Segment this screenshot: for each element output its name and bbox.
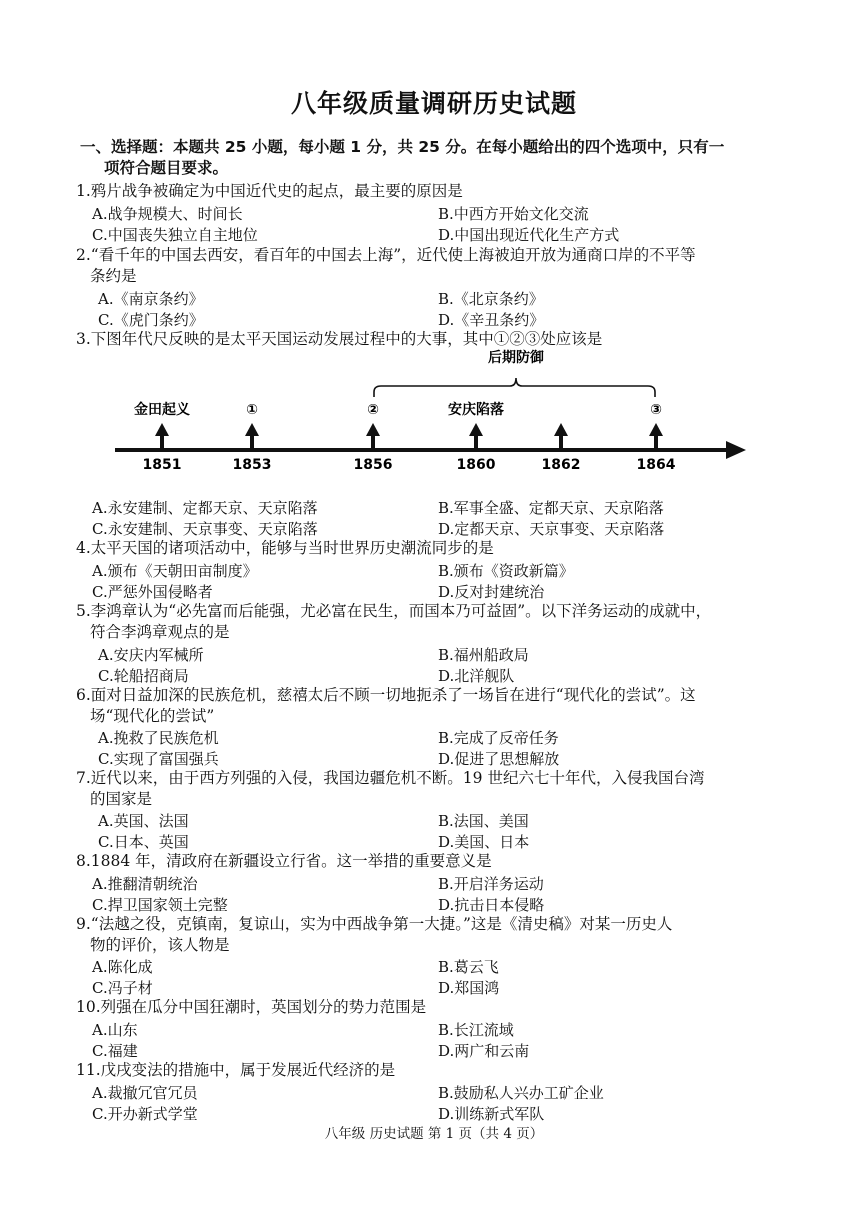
question-7: [76, 768, 796, 810]
option-d: D.训练新式军队: [438, 1105, 545, 1123]
option-b: B.福州船政局: [438, 646, 529, 664]
question-stem: 4.太平天国的诸项活动中，能够与当时世界历史潮流同步的是: [76, 539, 494, 557]
question-stem-cont: 的国家是: [90, 790, 153, 808]
option-c: C.中国丧失独立自主地位: [92, 226, 258, 244]
option-c: C.永安建制、天京事变、天京陷落: [92, 520, 318, 538]
taiping-timeline-diagram: [0, 0, 868, 500]
question-4: [76, 538, 796, 559]
option-c: C.捍卫国家领土完整: [92, 896, 228, 914]
option-a: A.战争规模大、时间长: [92, 205, 243, 223]
option-b: B.葛云飞: [438, 958, 499, 976]
option-b: B.颁布《资政新篇》: [438, 562, 574, 580]
option-a: A.永安建制、定都天京、天京陷落: [92, 499, 318, 517]
option-a: A.陈化成: [92, 958, 153, 976]
timeline-year-label: 1851: [142, 457, 182, 473]
question-stem-cont: 物的评价，该人物是: [90, 936, 230, 954]
timeline-marker-arrow: [554, 423, 568, 436]
option-d: D.两广和云南: [438, 1042, 530, 1060]
question-stem: 10.列强在瓜分中国狂潮时，英国划分的势力范围是: [76, 998, 427, 1016]
option-b: B.中西方开始文化交流: [438, 205, 589, 223]
timeline-marker-arrow: [245, 423, 259, 436]
question-6: [76, 685, 796, 727]
option-d: D.郑国鸿: [438, 979, 500, 997]
question-10: [76, 997, 796, 1018]
question-stem: 2.“看千年的中国去西安，看百年的中国去上海”，近代使上海被迫开放为通商口岸的不平等: [76, 246, 696, 264]
option-d: D.《辛丑条约》: [438, 311, 545, 329]
question-stem: 5.李鸿章认为“必先富而后能强，尤必富在民生，而国本乃可益固”。以下洋务运动的成就中，: [76, 602, 712, 620]
question-11: [76, 1060, 796, 1081]
question-8: [76, 851, 796, 872]
timeline-event-label: ②: [367, 402, 379, 418]
option-b: B.开启洋务运动: [438, 875, 544, 893]
option-a: A.推翻清朝统治: [92, 875, 198, 893]
question-stem-cont: 场“现代化的尝试”: [90, 707, 215, 725]
question-stem-cont: 条约是: [90, 267, 137, 285]
option-d: D.抗击日本侵略: [438, 896, 545, 914]
timeline-year-label: 1853: [232, 457, 272, 473]
option-b: B.《北京条约》: [438, 290, 544, 308]
option-b: B.鼓励私人兴办工矿企业: [438, 1084, 604, 1102]
brace-label: 后期防御: [488, 350, 544, 366]
timeline-marker-arrow: [469, 423, 483, 436]
option-c: C.严惩外国侵略者: [92, 583, 213, 601]
timeline-marker-arrow: [155, 423, 169, 436]
question-stem: 8.1884 年，清政府在新疆设立行省。这一举措的重要意义是: [76, 852, 492, 870]
option-c: C.福建: [92, 1042, 138, 1060]
option-c: C.开办新式学堂: [92, 1105, 198, 1123]
exam-title: 八年级质量调研历史试题: [290, 89, 577, 118]
page-footer: 八年级 历史试题 第 1 页（共 4 页）: [324, 1126, 544, 1142]
timeline-marker-arrow: [366, 423, 380, 436]
question-stem: 1.鸦片战争被确定为中国近代史的起点，最主要的原因是: [76, 182, 463, 200]
timeline-marker-arrow: [649, 423, 663, 436]
option-a: A.裁撤冗官冗员: [92, 1084, 198, 1102]
question-stem: 9.“法越之役，克镇南，复谅山，实为中西战争第一大捷。”这是《清史稿》对某一历史人: [76, 915, 673, 933]
timeline-year-label: 1860: [456, 457, 496, 473]
option-c: C.《虎门条约》: [98, 311, 204, 329]
question-stem: 6.面对日益加深的民族危机，慈禧太后不顾一切地扼杀了一场旨在进行“现代化的尝试”。这: [76, 686, 696, 704]
option-a: A.安庆内军械所: [98, 646, 204, 664]
option-d: D.定都天京、天京事变、天京陷落: [438, 520, 665, 538]
question-stem: 11.戊戌变法的措施中，属于发展近代经济的是: [76, 1061, 396, 1079]
option-c: C.日本、英国: [98, 833, 189, 851]
option-a: A.颁布《天朝田亩制度》: [92, 562, 258, 580]
question-stem: 7.近代以来，由于西方列强的入侵，我国边疆危机不断。19 世纪六七十年代，入侵我国台湾: [76, 769, 705, 787]
section-heading-line2: 项符合题目要求。: [104, 159, 229, 177]
question-stem-cont: 符合李鸿章观点的是: [90, 623, 230, 641]
option-b: B.长江流域: [438, 1021, 514, 1039]
timeline-arrowhead: [726, 441, 746, 459]
question-9: [76, 914, 796, 956]
option-d: D.反对封建统治: [438, 583, 545, 601]
option-a: A.英国、法国: [98, 812, 189, 830]
option-a: A.山东: [92, 1021, 138, 1039]
option-b: B.法国、美国: [438, 812, 529, 830]
option-a: A.挽救了民族危机: [98, 729, 219, 747]
timeline-event-label: 安庆陷落: [448, 402, 504, 418]
timeline-event-label: ③: [650, 402, 662, 418]
option-b: B.军事全盛、定都天京、天京陷落: [438, 499, 664, 517]
option-d: D.促进了思想解放: [438, 750, 560, 768]
option-c: C.轮船招商局: [98, 667, 189, 685]
timeline-year-label: 1862: [541, 457, 581, 473]
question-5: [76, 601, 796, 643]
option-d: D.中国出现近代化生产方式: [438, 226, 620, 244]
timeline-event-label: 金田起义: [134, 402, 190, 418]
timeline-year-label: 1856: [353, 457, 393, 473]
option-c: C.冯子材: [92, 979, 153, 997]
option-c: C.实现了富国强兵: [98, 750, 219, 768]
option-d: D.北洋舰队: [438, 667, 515, 685]
option-d: D.美国、日本: [438, 833, 530, 851]
option-b: B.完成了反帝任务: [438, 729, 559, 747]
section-heading-line1: 一、选择题：本题共 25 小题，每小题 1 分，共 25 分。在每小题给出的四个选项中，只有一: [80, 138, 725, 156]
brace: [374, 378, 655, 397]
timeline-year-label: 1864: [636, 457, 676, 473]
timeline-event-label: ①: [246, 402, 258, 418]
question-stem: 3.下图年代尺反映的是太平天国运动发展过程中的大事，其中①②③处应该是: [76, 330, 603, 348]
option-a: A.《南京条约》: [98, 290, 204, 308]
